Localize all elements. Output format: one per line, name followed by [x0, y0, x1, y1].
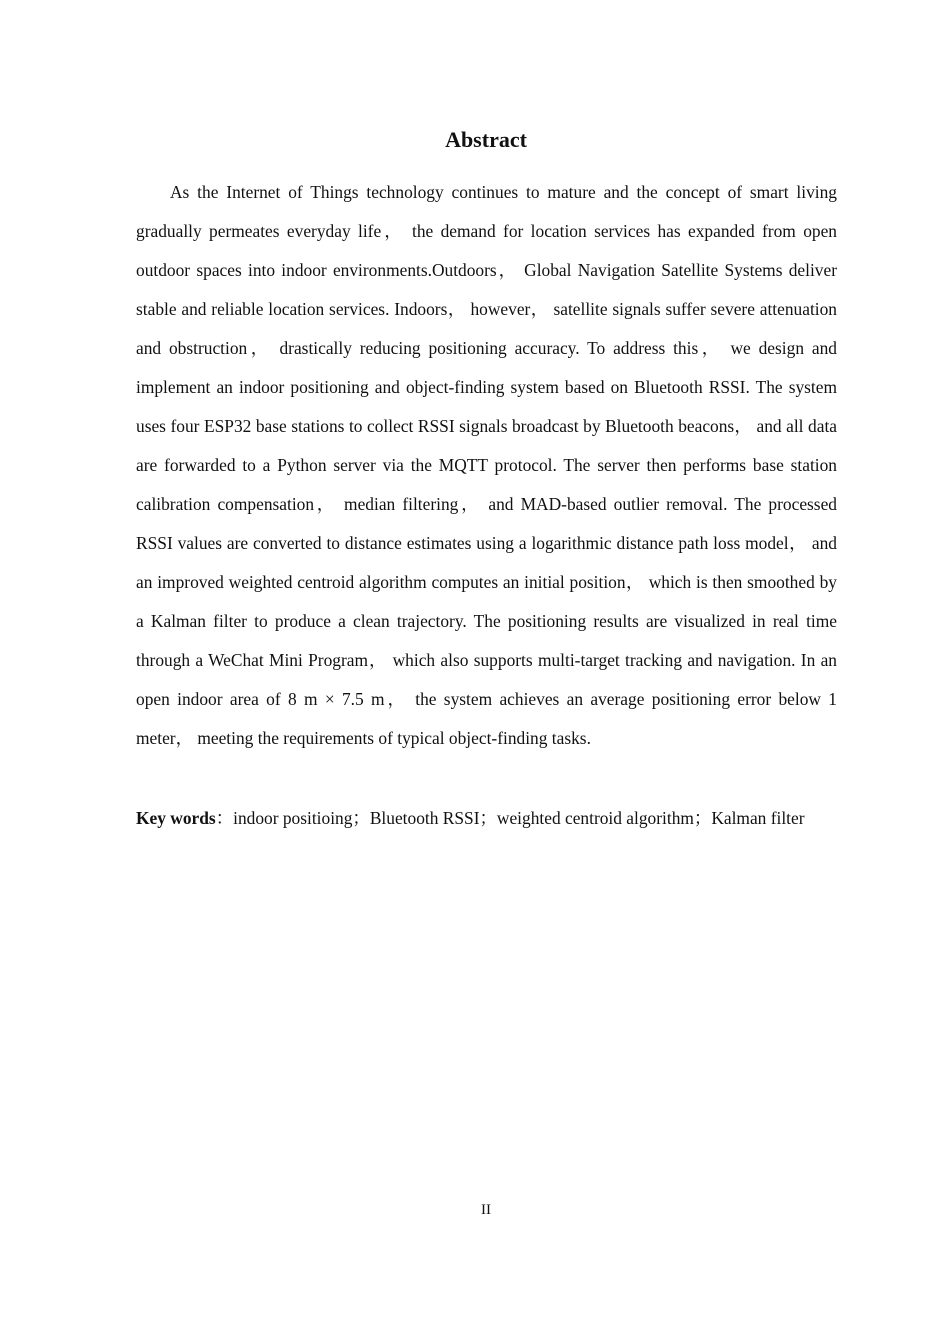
- keywords-text: indoor positioing；Bluetooth RSSI；weighted centroid algorithm；Kalman filter: [233, 808, 805, 828]
- abstract-title: Abstract: [445, 127, 527, 152]
- keywords-paragraph: [136, 799, 837, 837]
- keywords-separator: ：: [215, 808, 234, 828]
- keywords-label: Key words: [136, 808, 216, 828]
- abstract-body: As the Internet of Things technology continues to mature and the concept of smart living gradually permeates everyday life， the demand for location services has expanded from open outdoor spaces into indoor environments.Outdoors， Global Navigation Satellite Systems deliver stable and reliable location services. Indoors， however， satellite signals suffer severe attenuation and obstruction， drastically reducing positioning accuracy. To address this， we design and implement an indoor positioning and object-finding system based on Bluetooth RSSI. The system uses four ESP32 base stations to collect RSSI signals broadcast by Bluetooth beacons， and all data are forwarded to a Python server via the MQTT protocol. The server then performs base station calibration compensation， median filtering， and MAD-based outlier removal. The processed RSSI values are converted to distance estimates using a logarithmic distance path loss model， and an improved weighted centroid algorithm computes an initial position， which is then smoothed by a Kalman filter to produce a clean trajectory. The positioning results are visualized in real time through a WeChat Mini Program， which also supports multi-target tracking and navigation. In an open indoor area of 8 m × 7.5 m， the system achieves an average positioning error below 1 meter， meeting the requirements of typical object-finding tasks.: [136, 182, 837, 748]
- page-number: II: [481, 1202, 491, 1218]
